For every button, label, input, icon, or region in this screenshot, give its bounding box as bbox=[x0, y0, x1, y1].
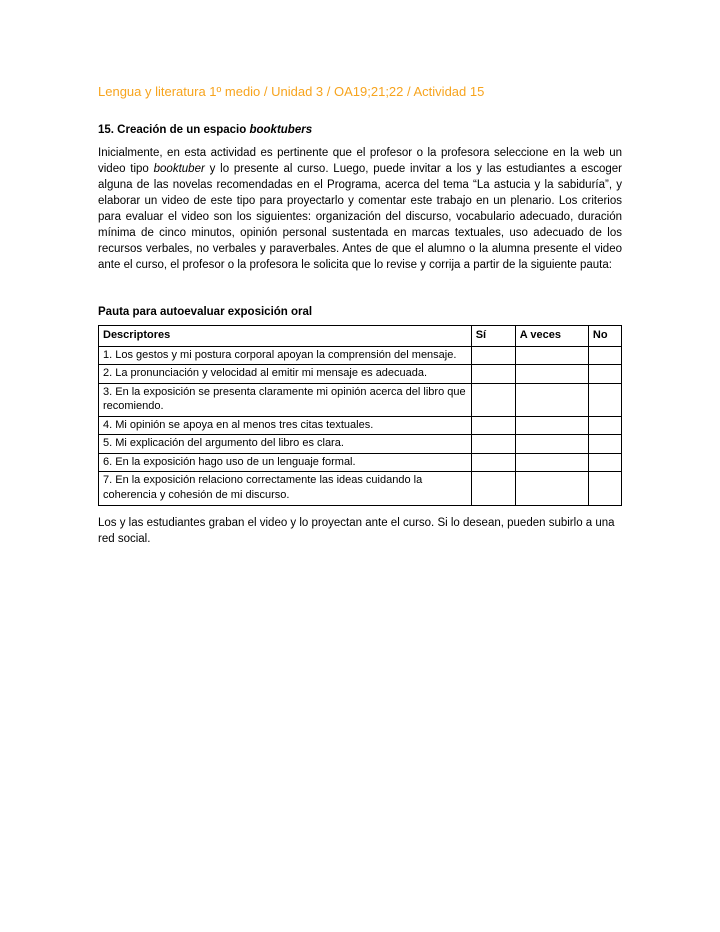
response-cell-aveces bbox=[515, 346, 588, 365]
response-cell-no bbox=[588, 416, 621, 435]
response-cell-si bbox=[471, 416, 515, 435]
document-page bbox=[98, 0, 622, 547]
descriptor-cell: 4. Mi opinión se apoya en al menos tres citas textuales. bbox=[99, 416, 472, 435]
response-cell-aveces bbox=[515, 472, 588, 505]
response-cell-si bbox=[471, 365, 515, 384]
response-cell-aveces bbox=[515, 365, 588, 384]
response-cell-aveces bbox=[515, 383, 588, 416]
response-cell-no bbox=[588, 435, 621, 454]
breadcrumb: Lengua y literatura 1º medio / Unidad 3 / OA19;21;22 / Actividad 15 bbox=[98, 84, 485, 99]
table-row bbox=[99, 383, 622, 416]
intro-italic: booktuber bbox=[153, 162, 205, 175]
table-row bbox=[99, 435, 622, 454]
table-row bbox=[99, 453, 622, 472]
response-cell-aveces bbox=[515, 435, 588, 454]
descriptor-cell: 5. Mi explicación del argumento del libro es clara. bbox=[99, 435, 472, 454]
response-cell-si bbox=[471, 346, 515, 365]
intro-part2: y lo presente al curso. Luego, puede invitar a los y las estudiantes a escoger alguna de las novelas recomendadas en el Programa, acerca del tema “La astucia y la sabiduría”, y elaborar un video de este tipo para proyectarlo y comentar este trabajo en un plenario. Los criterios para evaluar el video son los siguientes: organización del discurso, vocabulario adecuado, duración mínima de cinco minutos, opinión personal sustentada en marcas textuales, uso adecuado de los recursos verbales, no verbales y paraverbales. Antes de que el alumno o la alumna presente el video ante el curso, el profesor o la profesora le solicita que lo revise y corrija a partir de la siguiente pauta: bbox=[98, 162, 622, 272]
col-header-descriptores: Descriptores bbox=[99, 326, 472, 347]
response-cell-no bbox=[588, 453, 621, 472]
table-row bbox=[99, 346, 622, 365]
table-row bbox=[99, 365, 622, 384]
table-row bbox=[99, 416, 622, 435]
response-cell-si bbox=[471, 453, 515, 472]
intro-part1: Inicialmente, en esta actividad es pertinente que el profesor o la profesora seleccione en la web un video tipo bbox=[98, 146, 622, 175]
response-cell-no bbox=[588, 346, 621, 365]
response-cell-si bbox=[471, 383, 515, 416]
descriptor-cell: 2. La pronunciación y velocidad al emitir mi mensaje es adecuada. bbox=[99, 365, 472, 384]
response-cell-si bbox=[471, 435, 515, 454]
descriptor-cell: 6. En la exposición hago uso de un lenguaje formal. bbox=[99, 453, 472, 472]
response-cell-aveces bbox=[515, 416, 588, 435]
section-title-italic: booktubers bbox=[249, 123, 313, 136]
closing-paragraph: Los y las estudiantes graban el video y lo proyectan ante el curso. Si lo desean, pueden subirlo a una red social. bbox=[98, 516, 615, 545]
rubric-title: Pauta para autoevaluar exposición oral bbox=[98, 306, 313, 319]
response-cell-aveces bbox=[515, 453, 588, 472]
response-cell-si bbox=[471, 472, 515, 505]
section-title-text: 15. Creación de un espacio bbox=[98, 123, 250, 136]
intro-paragraph bbox=[98, 145, 622, 274]
response-cell-no bbox=[588, 365, 621, 384]
col-header-aveces: A veces bbox=[515, 326, 588, 347]
section-title bbox=[98, 124, 622, 136]
response-cell-no bbox=[588, 383, 621, 416]
descriptor-cell: 3. En la exposición se presenta claramente mi opinión acerca del libro que recomiendo. bbox=[99, 383, 472, 416]
table-row bbox=[99, 472, 622, 505]
response-cell-no bbox=[588, 472, 621, 505]
header-row bbox=[99, 326, 622, 347]
rubric-table bbox=[98, 325, 622, 505]
descriptor-cell: 7. En la exposición relaciono correctamente las ideas cuidando la coherencia y cohesión de mi discurso. bbox=[99, 472, 472, 505]
col-header-no: No bbox=[588, 326, 621, 347]
descriptor-cell: 1. Los gestos y mi postura corporal apoyan la comprensión del mensaje. bbox=[99, 346, 472, 365]
col-header-si: Sí bbox=[471, 326, 515, 347]
